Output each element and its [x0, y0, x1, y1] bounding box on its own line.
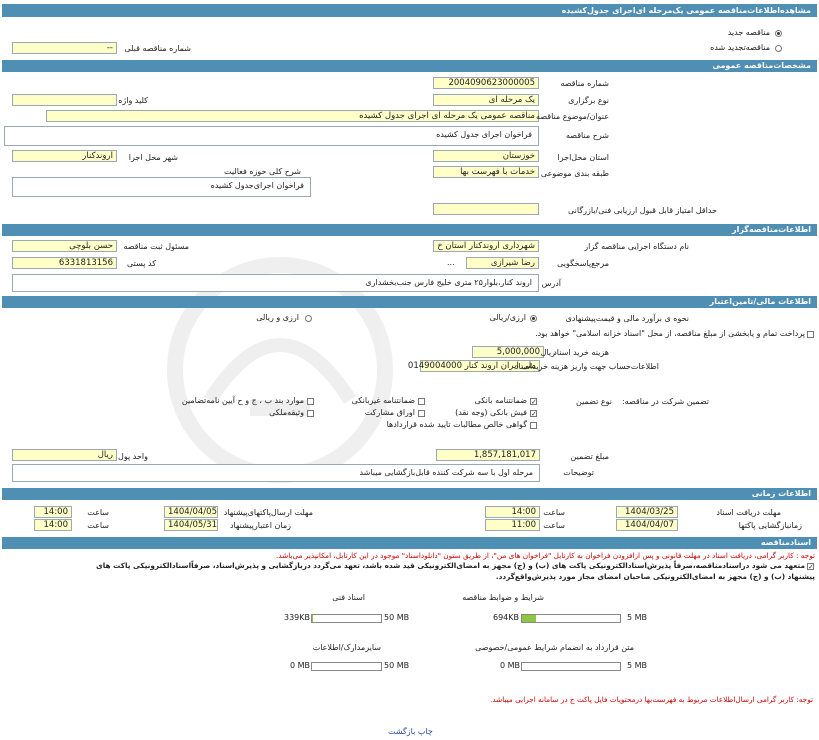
city-label: شهر محل اجرا	[128, 153, 178, 162]
file-other-label: سایرمدارک/اطلاعات	[312, 643, 381, 652]
claims-certificate-checkbox[interactable]	[530, 422, 537, 429]
file-technical-max: 50 MB	[384, 613, 410, 622]
doc-deadline-date[interactable]: 1404/03/25	[616, 506, 678, 518]
nonbank-guarantee-checkbox[interactable]	[418, 398, 425, 405]
validity-date[interactable]: 1404/05/31	[164, 519, 218, 531]
fx-rial-radio[interactable]	[305, 315, 312, 322]
opening-label: زمانبازگشایی پاکتها	[738, 521, 802, 530]
organization-field[interactable]: شهرداری اروندکنار استان خ	[433, 240, 539, 252]
regulation-items-label: موارد بند ب ، ج و ح آیین نامه‌تضامین	[181, 396, 304, 405]
validity-time-label: ساعت	[87, 521, 109, 530]
keyword-field[interactable]	[12, 94, 117, 106]
province-label: استان محل‌اجرا	[557, 153, 609, 162]
new-tender-radio[interactable]	[775, 30, 782, 37]
file-other-progress	[311, 662, 382, 671]
treasury-note: پرداخت تمام و یابخشی از مبلغ مناقصه، از محل "اسناد خزانه اسلامی" خواهد بود.	[535, 329, 805, 338]
description-label: شرح مناقصه	[565, 131, 609, 140]
documents-section-header: اسنادمناقصه	[2, 537, 817, 549]
commitment-line1: متعهد می شود دراسنادمناقصه،صرفاً پذیرش‌اسنادالکترونیکی پاکت های (ب) و (ج) مجهز به امضای‌الکترونیکی قید شده باشد، تعهد می‌گردد دربازگشایی و پذیرش‌اسناد، صرفاًاسنادالکترونیکی پاکت های	[96, 561, 805, 570]
rial-label: ارزی/ریالی	[489, 313, 526, 322]
notes-box: مرحله اول با سه شرکت کننده قابل‌بازگشایی میباشد	[12, 464, 540, 482]
opening-time-label: ساعت	[543, 521, 565, 530]
download-notice: توجه : کاربر گرامی، دریافت اسناد در مهلت قانونی و پس ازافزودن فراخوان به کارتابل "فراخوان های من"، از طریق ستون "دانلوداسناد" موجود در این کارتابل، امکانپذیر می‌باشد.	[275, 551, 815, 560]
print-back-link[interactable]: چاپ بازگشت	[388, 727, 433, 736]
subject-label: عنوان/موضوع مناقصه	[536, 112, 609, 121]
page-title-bar	[2, 4, 817, 17]
account-label: اطلاعات‌حساب جهت واریز هزینه خریداسناد	[514, 362, 659, 371]
timing-section-header: اطلاعات زمانی	[2, 488, 817, 500]
guarantee-amount-field[interactable]: 1,857,181,017	[436, 449, 540, 461]
currency-field[interactable]: ریال	[12, 449, 117, 461]
guarantee-amount-label: مبلغ تضمین	[570, 452, 609, 461]
validity-label: زمان اعتبارپیشنهاد	[229, 521, 291, 530]
bonds-checkbox[interactable]	[418, 410, 425, 417]
guarantee-label: تضمین شرکت در مناقصه:	[621, 397, 709, 406]
file-technical-progress	[311, 614, 382, 623]
file-contract-label: متن قرارداد به انضمام شرایط عمومی/خصوصی	[475, 643, 634, 652]
commitment-checkbox[interactable]: ✓	[808, 563, 814, 571]
doc-deadline-time[interactable]: 14:00	[485, 506, 540, 518]
submit-deadline-date[interactable]: 1404/04/05	[164, 506, 218, 518]
claims-certificate-label: گواهی خالص مطالبات تایید شده قراردادها	[386, 420, 527, 429]
bonds-label: اوراق مشارکت	[364, 408, 415, 417]
holding-type-label: نوع برگزاری	[568, 96, 609, 105]
opening-date[interactable]: 1404/04/07	[616, 519, 678, 531]
reference-field[interactable]: رضا شیرازی	[466, 257, 539, 269]
description-box: فراخوان اجرای جدول کشیده	[4, 126, 539, 146]
file-contract-max: 5 MB	[627, 661, 648, 670]
category-label: طبقه بندی موضوعی	[540, 169, 609, 178]
subject-field[interactable]: مناقصه عمومی یک مرحله ای اجرای جدول کشیده	[46, 110, 539, 122]
organization-label: نام دستگاه اجرایی مناقصه گزار	[584, 242, 689, 251]
doc-cost-field[interactable]: 5,000,000	[472, 346, 544, 358]
nonbank-guarantee-label: ضمانتنامه غیربانکی	[351, 396, 415, 405]
reference-more-link[interactable]: ...	[447, 258, 455, 267]
validity-time[interactable]: 14:00	[34, 519, 72, 531]
guarantee-type-label: نوع تضمین	[576, 397, 612, 406]
property-collateral-label: وثیقه‌ملکی	[269, 408, 304, 417]
submit-deadline-time[interactable]: 14:00	[34, 506, 72, 518]
file-terms-progress	[521, 614, 621, 623]
file-terms-size: 694KB	[493, 613, 520, 622]
bank-guarantee-checkbox[interactable]: ✓	[531, 398, 537, 406]
cash-receipt-label: فیش بانکی (وجه نقد)	[455, 408, 527, 417]
general-section-header: مشخصات‌مناقصه عمومی	[2, 60, 817, 72]
opening-time[interactable]: 11:00	[485, 519, 540, 531]
account-field[interactable]: ملی ایران اروند کنار 0149004000	[420, 360, 540, 372]
prev-number-label: شماره مناقصه قبلی	[124, 44, 191, 53]
doc-cost-unit: ریال	[540, 348, 555, 357]
treasury-checkbox[interactable]	[807, 331, 814, 338]
tender-number-field[interactable]: 2004090623000005	[433, 77, 539, 89]
submit-deadline-time-label: ساعت	[87, 508, 109, 517]
page-title: مشاهده‌اطلاعات‌مناقصه عمومی یک‌مرحله ای‌اجرای جدول‌کشیده	[561, 6, 811, 15]
doc-deadline-label: مهلت دریافت اسناد	[716, 508, 781, 517]
estimation-method-label: نحوه ی برآورد مالی و قیمت‌پیشنهادی	[565, 314, 689, 323]
activity-box: فراخوان اجرای‌جدول کشیده	[12, 177, 311, 197]
price-list-notice: توجه: کاربر گرامی ارسال‌اطلاعات مربوط به فهرست‌بها درمحتویات فایل پاکت ج در سامانه اجرایی میباشد.	[489, 695, 813, 704]
tender-number-label: شماره مناقصه	[560, 79, 609, 88]
file-technical-label: اسناد فنی	[332, 593, 365, 602]
officer-field[interactable]: حسن بلوچی	[12, 240, 117, 252]
province-field[interactable]: خوزستان	[433, 150, 539, 162]
regulation-items-checkbox[interactable]	[307, 398, 314, 405]
property-collateral-checkbox[interactable]	[307, 410, 314, 417]
file-terms-label: شرایط و ضوابط مناقصه	[462, 593, 544, 602]
min-score-field[interactable]	[433, 203, 539, 215]
file-contract-size: 0 MB	[500, 661, 521, 670]
prev-number-field[interactable]: --	[12, 42, 117, 54]
min-score-label: حداقل امتیاز قابل قبول ارزیابی فنی/بازرگانی	[568, 206, 717, 215]
file-contract-progress	[521, 662, 621, 671]
commitment-line2: پیشنهاد (ب) و (ج) مجهز به امضای‌الکترونیکی صاحبان امضای مجاز مورد پذیرش‌واقع‌گردد.	[495, 572, 815, 581]
file-terms-max: 5 MB	[627, 613, 648, 622]
doc-deadline-time-label: ساعت	[543, 508, 565, 517]
renewed-tender-label: مناقصه‌تجدید شده	[710, 43, 770, 52]
new-tender-label: مناقصه جدید	[727, 28, 770, 37]
holding-type-field[interactable]: یک مرحله ای	[433, 94, 539, 106]
fx-rial-label: ارزی و ریالی	[256, 313, 299, 322]
file-other-size: 0 MB	[290, 661, 311, 670]
currency-label: واحد پول	[118, 452, 148, 461]
submit-deadline-label: مهلت ارسال‌پاکتهای‌پیشنهاد	[223, 508, 313, 517]
category-field[interactable]: خدمات با فهرست بها	[433, 166, 539, 178]
activity-label: شرح کلی حوزه فعالیت	[224, 167, 301, 176]
postal-code-field[interactable]: 6331813156	[12, 257, 117, 269]
finance-section-header: اطلاعات مالی/تامین‌اعتبار	[2, 296, 817, 308]
officer-label: مسئول ثبت مناقصه	[123, 242, 189, 251]
footer-links[interactable]	[388, 727, 433, 737]
keyword-label: کلید واژه	[118, 96, 148, 105]
address-box: اروند کنار،بلوار۲۵ متری خلیج فارس جنب‌بخشداری	[12, 274, 539, 292]
organizer-section-header: اطلاعات‌مناقصه‌گزار	[2, 224, 817, 236]
cash-receipt-checkbox[interactable]: ✓	[531, 410, 537, 418]
file-technical-size: 339KB	[284, 613, 311, 622]
postal-code-label: کد پستی	[127, 259, 156, 268]
reference-label: مرجع‌پاسخگویی	[557, 259, 609, 268]
doc-cost-label: هزینه خرید اسناد	[553, 348, 609, 357]
bank-guarantee-label: ضمانتنامه بانکی	[474, 396, 527, 405]
rial-radio[interactable]	[530, 315, 537, 322]
city-field[interactable]: اروندکنار	[12, 150, 117, 162]
address-label: آدرس	[541, 279, 561, 288]
notes-label: توضیحات	[563, 468, 594, 477]
renewed-tender-radio[interactable]	[775, 45, 782, 52]
file-other-max: 50 MB	[384, 661, 410, 670]
